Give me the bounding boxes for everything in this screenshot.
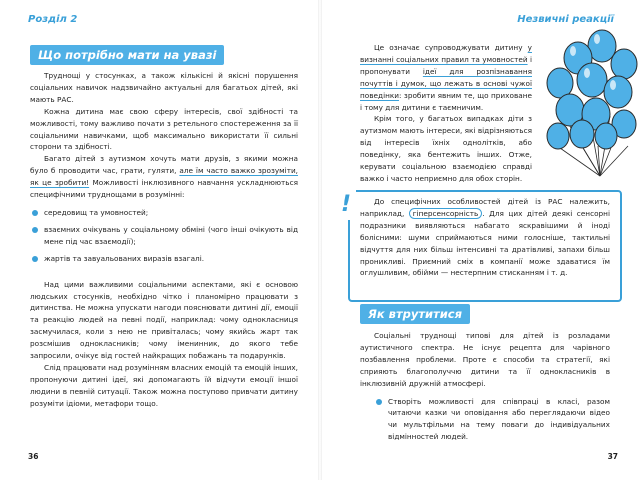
paragraph: Багато дітей з аутизмом хочуть мати друзів, з якими можна було б проводити час, грати, гуляти, але їм часто важко зрозуміти, як це зробити! Можливості інклюзивного навчання ускладнюються специфічними труднощами в розумінні: (30, 154, 299, 200)
exclamation-icon: ! (336, 190, 356, 220)
paragraph: Слід працювати над розумінням власних емоцій та емоцій інших, пропонуючи дитині ідеї, які допомагають їй відчути емоції іншої людини в певній ситуації. Також можна поступово привчати дитину розуміти ідіоми, метафори тощо. (30, 362, 298, 408)
bullet-list (360, 396, 610, 444)
paragraph: Крім того, у багатьох випадках діти з аутизмом мають інтереси, які відрізняються від інтересів їхніх однолітків, або поведінку, яка бентежить інших. Отже, керувати соціальною взаємодією справді важко і часто неприємно для обох сторін. (360, 114, 532, 183)
heading-what-to-consider: Що потрібно мати на увазі (30, 45, 224, 65)
list-item: Створіть можливості для співпраці в класі, разом читаючи казки чи оповідання або переглядаючи відео чи мультфільми на тему поваги до індивідуальних відмінностей людей. (374, 396, 610, 444)
paragraph: Труднощі у стосунках, а також кількісні й якісні порушення соціальних навичок надзвичайно актуальні для багатьох дітей, які мають РАС. (30, 71, 298, 104)
paragraph: Соціальні труднощі типові для дітей із розладами аутистичного спектра. Не існує рецепта для чарівного позбавлення проблеми. Проте є способи та стратегії, які сприяють благополуччю дитини та її однокласників в інклюзивній дружній атмосфері. (360, 331, 610, 388)
left-body-text (30, 70, 298, 410)
underlined-phrase: у визнанні соціальних правил та умовностей (360, 43, 532, 64)
paragraph: Це означає супроводжувати дитину у визнанні соціальних правил та умовностей і пропонувати ідеї для розпізнавання почуттів і думок, що лежать в основі чужої поведінки: зробити явним те, що приховане і тому для дитини є таємничим. (360, 43, 532, 112)
right-page (320, 0, 640, 480)
page-number-right: 37 (607, 452, 618, 461)
balloons-illustration (540, 28, 640, 178)
list-item: взаємних очікувань у соціальному обміні (чого інші очікують від мене під час взаємодії); (30, 224, 298, 248)
section-header-right: Незвичні реакції (517, 14, 614, 25)
list-item: середовищ та умовностей; (30, 207, 298, 219)
page-number-left: 36 (28, 452, 39, 461)
list-item: жартів та завуальованих виразів взагалі. (30, 253, 298, 265)
paragraph: До специфічних особливостей дітей із РАС належить, наприклад, гіперсенсорність . Для цих дітей деякі сенсорні подразники виявляються набагато яскравішими й іноді болісними: шуми сприймаються ними голосніше, тактильні відчуття для них більш інтенсивні та дратівливі, запахи більш проникливі. Приємний сміх в компанії може здаватися їм оглушливим, обійми — нестерпним стисканням і т. д. (360, 197, 610, 278)
highlighted-term: гіперсенсорність (409, 208, 483, 219)
section-header-left: Розділ 2 (28, 14, 78, 25)
paragraph: Кожна дитина має свою сферу інтересів, свої здібності та можливості, тому важливо почати з ретельного спостереження за її соціальними навичками, щоб максимально використати її сильні сторони та здібності. (30, 106, 298, 152)
underlined-phrase: але їм часто важко зрозуміти, як це зробити! (30, 166, 299, 188)
right-body-text-top (360, 42, 532, 185)
heading-how-to-intervene: Як втрутитися (360, 304, 470, 324)
right-body-text-bottom (360, 330, 610, 449)
bullet-list (30, 207, 298, 265)
underlined-phrase: ідеї для розпізнавання почуттів і думок, що лежать в основі чужої поведінки (360, 66, 532, 100)
paragraph: Над цими важливими соціальними аспектами, які є основою людських стосунків, необхідно чітко і планомірно працювати з дитинства. Не можна упускати нагоди пояснювати дитині дії, емоції та реакцію людей на певні події, наприклад: чому однокласниця засмучилася, коли з нею не привіталась; чому якийсь жарт так розсмішив однокласників; чому іменинник, до якого тебе запросили, очікує від гостей найкращих побажань та подарунків. (30, 279, 298, 361)
callout-text (360, 196, 610, 279)
